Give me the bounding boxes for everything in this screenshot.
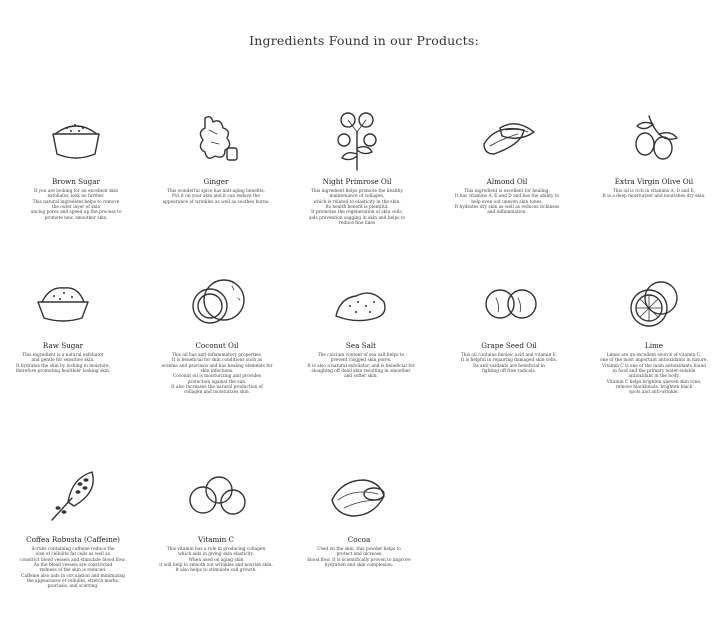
ingredient-description: The calcium content of sea salt helps to prevent clogged skin pores. It is also a natural exfoliator, and is beneficial for sloughing off dead skin resulting in smoother and softer skin. bbox=[307, 352, 415, 380]
coffee-scoop-icon bbox=[38, 462, 108, 532]
ingredient-raw-sugar bbox=[0, 268, 134, 374]
ingredient-extra-virgin-olive-oil bbox=[583, 104, 725, 200]
cocoa-pod-icon bbox=[324, 462, 394, 532]
ingredient-almond-oil bbox=[436, 104, 578, 216]
page-title: Ingredients Found in our Products: bbox=[249, 33, 479, 48]
ingredient-cocoa bbox=[288, 462, 430, 568]
ingredient-name: Sea Salt bbox=[345, 341, 377, 350]
ingredient-coffea-robusta bbox=[2, 462, 144, 590]
grape-seed-icon bbox=[474, 268, 544, 338]
sea-salt-icon bbox=[326, 268, 396, 338]
ingredient-name: Raw Sugar bbox=[42, 341, 84, 350]
ingredient-description: This oil contains linoleic acid and vitamin E. It is helpful in repairing damaged skin cells. Its anti-oxidants are beneficial in fighting off free radicals. bbox=[460, 352, 558, 374]
ingredient-description: This ingredient is excellent for healing. It has vitamins A, E and D and has the ability to help even out uneven skin tones. It hydrates dry skin as well as reduces itchiness and inflammation. bbox=[454, 188, 560, 216]
ingredient-name: Vitamin C bbox=[197, 535, 235, 544]
ingredient-vitamin-c bbox=[145, 462, 287, 574]
almond-icon bbox=[472, 104, 542, 174]
sugar-bowl-icon bbox=[41, 104, 111, 174]
coconut-icon bbox=[182, 268, 252, 338]
olive-branch-icon bbox=[619, 104, 689, 174]
ingredient-description: This oil has anti-inflammatory properties. It is beneficial for skin conditions such as eczema and psoriasis and has healing elements for skin infections. Coconut oil is moisturizing and provides protection against the sun. It also increases the natural production of collagen and moisturizes skin. bbox=[161, 352, 273, 396]
lime-icon bbox=[619, 268, 689, 338]
ingredient-name: Coffea Robusta (Caffeine) bbox=[26, 535, 120, 544]
ingredient-description: This oil is rich in vitamins A, D and E. It is a deep moisturizer and nourishes dry skin. bbox=[602, 188, 706, 200]
ingredient-name: Night Primrose Oil bbox=[322, 177, 392, 186]
ingredient-brown-sugar bbox=[5, 104, 147, 221]
ingredient-name: Grape Seed Oil bbox=[481, 341, 537, 350]
ingredient-name: Cocoa bbox=[347, 535, 371, 544]
ingredient-coconut-oil bbox=[146, 268, 288, 396]
ingredient-description: This ingredient is a natural exfoliator and gentle for sensitive skin. It hydrates the skin by locking in moisture, therefore promoting healthier looking skin. bbox=[15, 352, 111, 374]
ingredient-description: This wonderful spice has anti-aging benefits. Put it on your skin and it can reduce the appearance of wrinkles as well as soothes burns. bbox=[162, 188, 270, 205]
ingredient-description: Used on the skin, this powder helps to protect and increase blood flow. It is scientifically proven to improve hydration and skin complexion. bbox=[307, 546, 411, 568]
ingredient-description: This vitamin has a role in producing collagen which aids in giving skin elasticity. When used on aging skin it will help to smooth out wrinkles and nourish skin. It also helps to stimulate cell growth. bbox=[159, 546, 273, 574]
citrus-fruits-icon bbox=[181, 462, 251, 532]
primrose-flower-icon bbox=[322, 104, 392, 174]
ingredient-description: Scrubs containing caffeine reduce the size of cellulite fat cells as well as constrict blood vessels and stimulate blood flow. As the blood vessels are constricted redness of the skin is reduced. Caffeine also aids in circulation and minimizing the appearance of cellulite, stretch marks, psoriasis, and scarring. bbox=[20, 546, 126, 590]
raw-sugar-bowl-icon bbox=[28, 268, 98, 338]
ingredient-name: Almond Oil bbox=[486, 177, 528, 186]
ingredient-lime bbox=[583, 268, 725, 396]
ingredient-night-primrose-oil bbox=[286, 104, 428, 226]
ingredient-name: Lime bbox=[644, 341, 664, 350]
ingredient-name: Brown Sugar bbox=[52, 177, 100, 186]
ginger-root-icon bbox=[181, 104, 251, 174]
ingredient-ginger bbox=[145, 104, 287, 205]
ingredient-description: This ingredient helps promote the healthy maintenance of collagen, which is related to elasticity in the skin. Its health benefit is plentiful. It promotes the regeneration of skin cells, aids prevention sagging in skin and helps to reduce fine lines bbox=[308, 188, 406, 227]
ingredient-grape-seed-oil bbox=[438, 268, 580, 374]
ingredient-description: If you are looking for an excellent skin exfoliator, look no further. This natural ingredient helps to remove the outer layer of skin unclog pores and speed up the process to promote new, smoother skin. bbox=[30, 188, 122, 221]
ingredient-name: Extra Virgin Olive Oil bbox=[614, 177, 694, 186]
ingredient-description: Limes are an excellent source of vitamin C, one of the most important antioxidants in nature. Vitamin C is one of the main antioxidants found in food and the primary water-soluble antioxidant in the body. Vitamin C helps brighten uneven skin tone, remove blackheads, brighten black spots and anti-wrinkle. bbox=[600, 352, 708, 396]
ingredient-name: Coconut Oil bbox=[195, 341, 239, 350]
ingredient-name: Ginger bbox=[203, 177, 229, 186]
ingredient-sea-salt bbox=[290, 268, 432, 380]
